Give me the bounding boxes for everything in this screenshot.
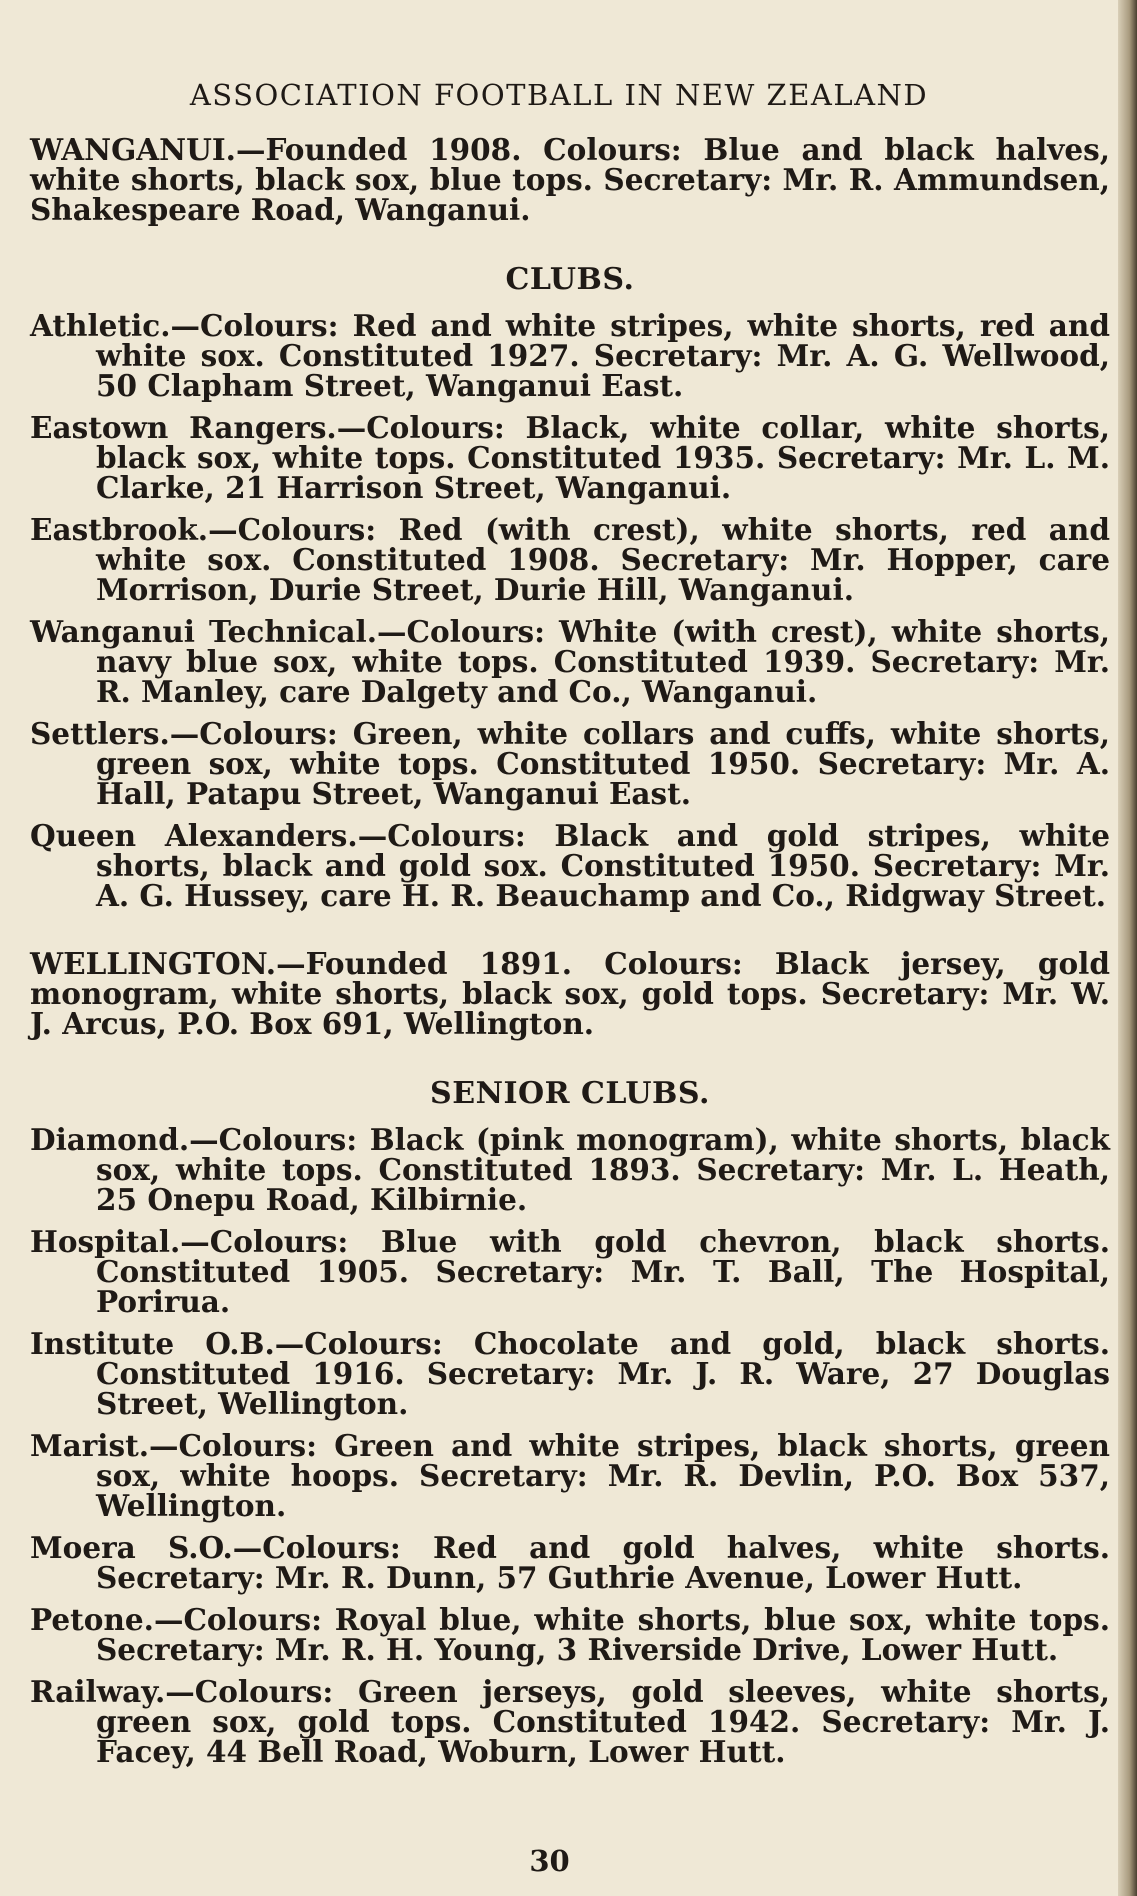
running-title: ASSOCIATION FOOTBALL IN NEW ZEALAND <box>189 78 929 112</box>
club-text: —Colours: Black (pink monogram), white shorts, black sox, white tops. Constituted 1893. Secretary: Mr. L. Heath, 25 Onepu Road, Kilbirnie. <box>96 1122 1110 1217</box>
club-entry <box>30 1428 1110 1523</box>
club-text: —Colours: Red and gold halves, white shorts. Secretary: Mr. R. Dunn, 57 Guthrie Avenue, Lower Hutt. <box>96 1530 1110 1595</box>
page-number: 30 <box>529 1844 570 1878</box>
club-entry <box>30 614 1111 709</box>
club-entry <box>30 818 1111 913</box>
club-name: Eastbrook. <box>30 512 209 547</box>
association-wanganui <box>30 132 1110 227</box>
club-text: —Colours: Black, white collar, white shorts, black sox, white tops. Constituted 1935. Secretary: Mr. L. M. Clarke, 21 Harrison Street, Wanganui. <box>96 410 1110 505</box>
club-name: Moera S.O. <box>30 1530 233 1565</box>
club-entry <box>30 308 1110 403</box>
club-name: Wanganui Technical. <box>30 614 377 649</box>
club-name: Queen Alexanders. <box>30 818 358 853</box>
club-name: Railway. <box>30 1674 166 1709</box>
club-entry <box>30 1122 1110 1217</box>
club-name: Settlers. <box>30 716 170 751</box>
association-text: —Founded 1891. Colours: Black jersey, gold monogram, white shorts, black sox, gold tops. Secretary: Mr. W. J. Arcus, P.O. Box 691, Wellington. <box>30 946 1110 1041</box>
club-text: —Colours: Chocolate and gold, black shorts. Constituted 1916. Secretary: Mr. J. R. Ware, 27 Douglas Street, Wellington. <box>96 1326 1110 1421</box>
association-name: WANGANUI. <box>30 132 236 167</box>
club-entry <box>30 1602 1110 1667</box>
association-text: —Founded 1908. Colours: Blue and black halves, white shorts, black sox, blue tops. Secretary: Mr. R. Ammundsen, Shakespeare Road, Wanganui. <box>30 132 1110 227</box>
club-entry <box>30 410 1110 505</box>
club-entry <box>30 716 1110 811</box>
club-text: —Colours: Green jerseys, gold sleeves, white shorts, green sox, gold tops. Constituted 1942. Secretary: Mr. J. Facey, 44 Bell Road, Woburn, Lower Hutt. <box>96 1674 1110 1769</box>
club-name: Institute O.B. <box>30 1326 275 1361</box>
club-text: —Colours: Red (with crest), white shorts, red and white sox. Constituted 1908. Secretary: Mr. Hopper, care Morrison, Durie Street, Durie Hill, Wanganui. <box>96 512 1110 607</box>
section-heading-senior-clubs: SENIOR CLUBS. <box>430 1076 710 1111</box>
club-entry <box>30 1326 1110 1421</box>
club-text: —Colours: White (with crest), white shorts, navy blue sox, white tops. Constituted 1939. Secretary: Mr. R. Manley, care Dalgety and Co., Wanganui. <box>96 614 1111 709</box>
club-name: Hospital. <box>30 1224 181 1259</box>
page-edge-shadow <box>1118 0 1137 1896</box>
club-text: —Colours: Red and white stripes, white shorts, red and white sox. Constituted 1927. Secretary: Mr. A. G. Wellwood, 50 Clapham Street, Wanganui East. <box>96 308 1110 403</box>
club-entry <box>30 1530 1110 1595</box>
club-name: Marist. <box>30 1428 150 1463</box>
club-text: —Colours: Black and gold stripes, white shorts, black and gold sox. Constituted 1950. Secretary: Mr. A. G. Hussey, care H. R. Beauchamp and Co., Ridgway Street. <box>96 818 1111 913</box>
club-text: —Colours: Royal blue, white shorts, blue sox, white tops. Secretary: Mr. R. H. Young, 3 Riverside Drive, Lower Hutt. <box>96 1602 1110 1667</box>
association-name: WELLINGTON. <box>30 946 277 981</box>
section-heading-clubs: CLUBS. <box>505 262 635 297</box>
club-entry <box>30 1674 1110 1769</box>
club-entry <box>30 1224 1110 1319</box>
association-wellington <box>30 946 1110 1041</box>
club-text: —Colours: Blue with gold chevron, black shorts. Constituted 1905. Secretary: Mr. T. Ball, The Hospital, Porirua. <box>96 1224 1110 1319</box>
club-name: Petone. <box>30 1602 154 1637</box>
club-name: Athletic. <box>30 308 171 343</box>
club-entry <box>30 512 1110 607</box>
club-name: Diamond. <box>30 1122 190 1157</box>
club-text: —Colours: Green, white collars and cuffs, white shorts, green sox, white tops. Constituted 1950. Secretary: Mr. A. Hall, Patapu Street, Wanganui East. <box>96 716 1110 811</box>
club-text: —Colours: Green and white stripes, black shorts, green sox, white hoops. Secretary: Mr. R. Devlin, P.O. Box 537, Wellington. <box>96 1428 1110 1523</box>
club-name: Eastown Rangers. <box>30 410 337 445</box>
page-content <box>30 132 1111 1779</box>
